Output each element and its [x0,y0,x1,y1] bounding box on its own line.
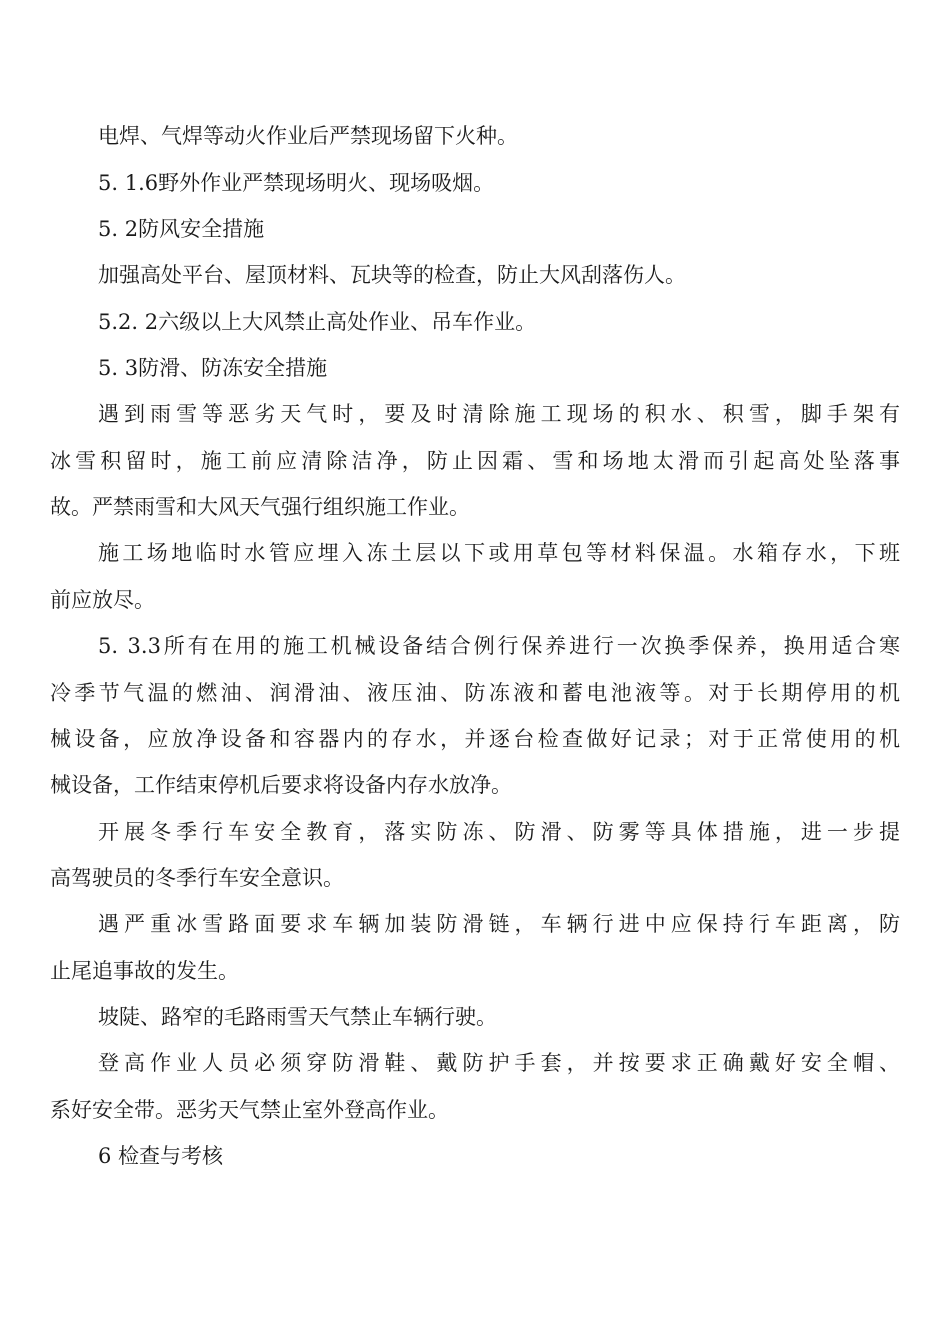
text-line: 5. 1.6野外作业严禁现场明火、现场吸烟。 [98,171,495,195]
text-line: 高驾驶员的冬季行车安全意识。 [50,866,344,890]
text-line: 坡陡、路窄的毛路雨雪天气禁止车辆行驶。 [98,1005,497,1029]
text-line: 电焊、气焊等动火作业后严禁现场留下火种。 [98,124,518,148]
text-line: 施工场地临时水管应埋入冻土层以下或用草包等材料保温。水箱存水，下班 [98,541,900,565]
text-line: 系好安全带。恶劣天气禁止室外登高作业。 [50,1098,449,1122]
text-line: 5. 3.3所有在用的施工机械设备结合例行保养进行一次换季保养，换用适合寒 [98,634,900,658]
text-line: 止尾追事故的发生。 [50,959,239,983]
text-line: 冷季节气温的燃油、润滑油、液压油、防冻液和蓄电池液等。对于长期停用的机 [50,681,900,705]
text-line: 前应放尽。 [50,588,155,612]
text-line: 故。严禁雨雪和大风天气强行组织施工作业。 [50,495,470,519]
text-line: 遇严重冰雪路面要求车辆加装防滑链，车辆行进中应保持行车距离，防 [98,912,900,936]
text-line: 械设备，应放净设备和容器内的存水，并逐台检查做好记录；对于正常使用的机 [50,727,900,751]
text-line: 加强高处平台、屋顶材料、瓦块等的检查，防止大风刮落伤人。 [98,263,686,287]
section-heading: 5. 2防风安全措施 [98,217,265,241]
text-line: 械设备，工作结束停机后要求将设备内存水放净。 [50,773,512,797]
text-line: 遇到雨雪等恶劣天气时，要及时清除施工现场的积水、积雪，脚手架有 [98,402,900,426]
text-line: 登高作业人员必须穿防滑鞋、戴防护手套，并按要求正确戴好安全帽、 [98,1051,900,1075]
text-line: 开展冬季行车安全教育，落实防冻、防滑、防雾等具体措施，进一步提 [98,820,900,844]
section-heading: 6 检查与考核 [98,1144,224,1168]
text-line: 冰雪积留时，施工前应清除洁净，防止因霜、雪和场地太滑而引起高处坠落事 [50,449,900,473]
section-heading: 5. 3防滑、防冻安全措施 [98,356,328,380]
text-line: 5.2. 2六级以上大风禁止高处作业、吊车作业。 [98,310,537,334]
